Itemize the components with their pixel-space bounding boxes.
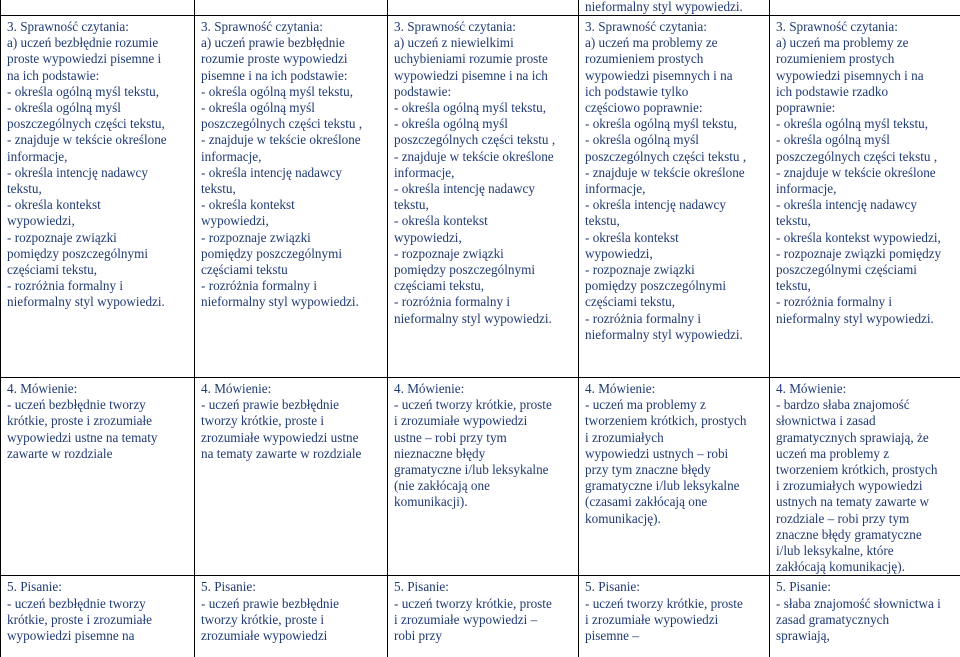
- reading-criterion-line: - określa ogólną myśl: [7, 100, 121, 116]
- writing-criterion-line: - uczeń bezbłędnie tworzy: [7, 595, 146, 611]
- speaking-criterion-line: gramatycznych sprawiają, że: [776, 429, 929, 445]
- reading-criterion-line: - określa intencję nadawcy: [201, 164, 342, 180]
- reading-criterion-line: nieformalny styl wypowiedzi.: [201, 294, 359, 310]
- speaking-criterion-line: tworzeniem krótkich, prostych: [585, 413, 747, 429]
- previous-row-fragment: [1, 0, 960, 16]
- reading-criterion-line: częściami tekstu: [201, 262, 288, 278]
- reading-criterion-line: a) uczeń bezbłędnie rozumie: [7, 35, 159, 51]
- speaking-criterion-line: i zrozumiałych wypowiedzi: [776, 478, 923, 494]
- reading-criterion-line: pomiędzy poszczególnymi: [7, 245, 148, 261]
- writing-criterion-line: sprawiają,: [776, 628, 830, 644]
- reading-criterion-line: ich podstawie tylko: [585, 83, 689, 99]
- reading-criterion-line: - rozróżnia formalny i: [7, 278, 124, 294]
- reading-criterion-line: nieformalny styl wypowiedzi.: [776, 310, 934, 326]
- previous-row-text: nieformalny styl wypowiedzi.: [585, 0, 743, 14]
- reading-criterion-line: - rozróżnia formalny i: [201, 278, 318, 294]
- speaking-criterion-line: i zrozumiałych: [585, 429, 664, 445]
- reading-criterion-line: częściami tekstu,: [585, 294, 676, 310]
- speaking-section-title: 4. Mówienie:: [776, 381, 847, 396]
- reading-criterion-line: tekstu,: [585, 213, 620, 229]
- reading-criterion-line: wypowiedzi pisemnych i na: [585, 67, 733, 83]
- reading-criterion-line: nieformalny styl wypowiedzi.: [394, 310, 552, 326]
- reading-criterion-line: - określa ogólną myśl tekstu,: [776, 116, 928, 132]
- reading-criterion-line: a) uczeń ma problemy ze: [776, 35, 909, 51]
- writing-cell: [1, 576, 195, 657]
- reading-criterion-line: tekstu,: [776, 278, 811, 294]
- speaking-criterion-line: uczeń ma problemy z: [776, 445, 890, 461]
- reading-criterion-line: pomiędzy poszczególnymi: [201, 245, 342, 261]
- writing-criterion-line: zrozumiałe wypowiedzi: [201, 628, 328, 644]
- reading-criterion-line: - określa intencję nadawcy: [776, 197, 917, 213]
- reading-criterion-line: poszczególnych części tekstu ,: [776, 148, 938, 164]
- reading-criterion-line: - rozpoznaje związki: [7, 229, 117, 245]
- speaking-section-title: 4. Mówienie:: [201, 381, 272, 396]
- reading-criterion-line: - określa intencję nadawcy: [585, 197, 726, 213]
- writing-criterion-line: - uczeń tworzy krótkie, proste: [394, 595, 552, 611]
- reading-criterion-line: częściami tekstu,: [394, 278, 485, 294]
- speaking-criterion-line: - uczeń tworzy krótkie, proste: [394, 397, 552, 413]
- reading-criterion-line: - znajduje w tekście określone: [201, 132, 361, 148]
- speaking-section-title: 4. Mówienie:: [7, 381, 78, 396]
- speaking-criterion-line: tworzeniem krótkich, prostych: [776, 462, 938, 478]
- reading-cell: [388, 16, 579, 378]
- writing-section-title: 5. Pisanie:: [394, 579, 449, 595]
- reading-criterion-line: - określa kontekst wypowiedzi,: [776, 229, 941, 245]
- writing-row: [1, 576, 960, 657]
- reading-criterion-line: - rozpoznaje związki: [201, 229, 311, 245]
- reading-criterion-line: - znajduje w tekście określone: [585, 164, 745, 180]
- writing-section-title: 5. Pisanie:: [585, 579, 640, 595]
- writing-criterion-line: tworzy krótkie, proste i: [201, 611, 325, 627]
- speaking-criterion-line: ustne – robi przy tym: [394, 429, 507, 445]
- reading-criterion-line: - określa kontekst: [585, 229, 679, 245]
- reading-criterion-line: podstawie:: [394, 83, 452, 99]
- reading-criterion-line: a) uczeń ma problemy ze: [585, 35, 718, 51]
- speaking-criterion-line: komunikacji).: [394, 494, 468, 510]
- reading-criterion-line: - określa ogólną myśl tekstu,: [585, 116, 737, 132]
- reading-criterion-line: wypowiedzi pisemne i na ich: [394, 67, 548, 83]
- writing-cell: [195, 576, 388, 657]
- speaking-criterion-line: zakłócają komunikację).: [776, 559, 905, 575]
- reading-criterion-line: poszczególnych części tekstu ,: [201, 116, 363, 132]
- speaking-cell: [195, 378, 388, 576]
- reading-criterion-line: pisemne i na ich podstawie:: [201, 67, 348, 83]
- speaking-criterion-line: (czasami zakłócają one: [585, 494, 708, 510]
- speaking-criterion-line: - uczeń prawie bezbłędnie: [201, 397, 340, 413]
- writing-criterion-line: - uczeń prawie bezbłędnie: [201, 595, 340, 611]
- writing-criterion-line: pisemne –: [585, 628, 639, 644]
- speaking-criterion-line: zrozumiałe wypowiedzi ustne: [201, 429, 359, 445]
- reading-criterion-line: częściami tekstu,: [7, 262, 98, 278]
- reading-criterion-line: - rozpoznaje związki: [394, 245, 504, 261]
- speaking-criterion-line: rozdziale – robi przy tym: [776, 510, 910, 526]
- reading-criterion-line: informacje,: [7, 148, 68, 164]
- reading-criterion-line: proste wypowiedzi pisemne i: [7, 51, 162, 67]
- speaking-criterion-line: komunikację).: [585, 510, 661, 526]
- reading-criterion-line: na ich podstawie:: [7, 67, 100, 83]
- speaking-criterion-line: - bardzo słaba znajomość: [776, 397, 910, 413]
- reading-criterion-line: - rozróżnia formalny i: [394, 294, 511, 310]
- reading-criterion-line: częściowo poprawnie:: [585, 100, 703, 116]
- reading-cell: [195, 16, 388, 378]
- writing-criterion-line: robi przy: [394, 628, 442, 644]
- reading-criterion-line: pomiędzy poszczególnymi: [585, 278, 726, 294]
- reading-criterion-line: poszczególnych części tekstu,: [7, 116, 165, 132]
- writing-section-title: 5. Pisanie:: [776, 579, 831, 595]
- speaking-criterion-line: i zrozumiałe wypowiedzi: [394, 413, 528, 429]
- reading-criterion-line: poszczególnych części tekstu ,: [394, 132, 556, 148]
- speaking-criterion-line: i/lub leksykalne, które: [776, 543, 894, 559]
- reading-criterion-line: - określa kontekst: [394, 213, 488, 229]
- reading-section-title: 3. Sprawność czytania:: [394, 19, 516, 34]
- reading-criterion-line: - określa ogólną myśl: [585, 132, 699, 148]
- reading-criterion-line: informacje,: [585, 181, 646, 197]
- speaking-criterion-line: gramatyczne i/lub leksykalne: [585, 478, 740, 494]
- reading-criterion-line: - rozróżnia formalny i: [776, 294, 893, 310]
- speaking-cell: [770, 378, 960, 576]
- reading-section-title: 3. Sprawność czytania:: [776, 19, 898, 34]
- writing-criterion-line: i zrozumiałe wypowiedzi: [585, 611, 719, 627]
- reading-criterion-line: rozumieniem prostych: [585, 51, 704, 67]
- writing-criterion-line: i zrozumiałe wypowiedzi –: [394, 611, 538, 627]
- reading-criterion-line: - określa ogólną myśl: [201, 100, 315, 116]
- reading-criterion-line: - określa ogólną myśl: [776, 132, 890, 148]
- reading-criterion-line: - określa ogólną myśl tekstu,: [7, 83, 159, 99]
- reading-criterion-line: - określa kontekst: [201, 197, 295, 213]
- speaking-criterion-line: gramatyczne i/lub leksykalne: [394, 462, 549, 478]
- speaking-row: [1, 378, 960, 576]
- speaking-criterion-line: wypowiedzi ustne na tematy: [7, 429, 158, 445]
- reading-criterion-line: rozumie proste wypowiedzi: [201, 51, 348, 67]
- writing-cell: [579, 576, 770, 657]
- speaking-criterion-line: ustnych na tematy zawarte w: [776, 494, 930, 510]
- reading-cell: [1, 16, 195, 378]
- reading-criterion-line: a) uczeń z niewielkimi: [394, 35, 514, 51]
- reading-criterion-line: ich podstawie rzadko: [776, 83, 889, 99]
- reading-criterion-line: wypowiedzi,: [394, 229, 462, 245]
- reading-criterion-line: - określa intencję nadawcy: [7, 164, 148, 180]
- reading-criterion-line: informacje,: [201, 148, 262, 164]
- reading-criterion-line: - znajduje w tekście określone: [394, 148, 554, 164]
- speaking-cell: [579, 378, 770, 576]
- reading-criterion-line: tekstu,: [201, 181, 236, 197]
- reading-criterion-line: - określa ogólną myśl tekstu,: [394, 100, 546, 116]
- reading-criterion-line: poprawnie:: [776, 100, 836, 116]
- reading-criterion-line: - rozpoznaje związki pomiędzy: [776, 245, 942, 261]
- speaking-criterion-line: wypowiedzi ustnych – robi: [585, 445, 729, 461]
- reading-section-title: 3. Sprawność czytania:: [585, 19, 707, 34]
- writing-criterion-line: wypowiedzi pisemne na: [7, 628, 135, 644]
- speaking-criterion-line: (nie zakłócają one: [394, 478, 490, 494]
- speaking-section-title: 4. Mówienie:: [394, 381, 465, 396]
- reading-criterion-line: poszczególnych części tekstu ,: [585, 148, 747, 164]
- reading-criterion-line: wypowiedzi,: [7, 213, 75, 229]
- reading-criterion-line: - rozróżnia formalny i: [585, 310, 702, 326]
- speaking-section-title: 4. Mówienie:: [585, 381, 656, 396]
- writing-section-title: 5. Pisanie:: [201, 579, 256, 595]
- speaking-criterion-line: na tematy zawarte w rozdziale: [201, 445, 362, 461]
- speaking-criterion-line: znaczne błędy gramatyczne: [776, 526, 922, 542]
- reading-criterion-line: pomiędzy poszczególnymi: [394, 262, 535, 278]
- previous-row-cell: [579, 0, 770, 16]
- reading-criterion-line: - określa intencję nadawcy: [394, 181, 535, 197]
- speaking-criterion-line: nieznaczne błędy: [394, 445, 486, 461]
- reading-cell: [770, 16, 960, 378]
- writing-cell: [388, 576, 579, 657]
- reading-criterion-line: tekstu,: [7, 181, 42, 197]
- reading-criterion-line: informacje,: [776, 181, 837, 197]
- reading-criterion-line: wypowiedzi,: [201, 213, 269, 229]
- reading-criterion-line: - określa kontekst: [7, 197, 101, 213]
- reading-criterion-line: wypowiedzi,: [585, 245, 653, 261]
- reading-criterion-line: - znajduje w tekście określone: [776, 164, 936, 180]
- writing-criterion-line: krótkie, proste i zrozumiałe: [7, 611, 153, 627]
- speaking-criterion-line: przy tym znaczne błędy: [585, 462, 711, 478]
- reading-criterion-line: informacje,: [394, 164, 455, 180]
- reading-criterion-line: - rozpoznaje związki: [585, 262, 695, 278]
- speaking-cell: [1, 378, 195, 576]
- reading-criterion-line: a) uczeń prawie bezbłędnie: [201, 35, 345, 51]
- reading-criterion-line: rozumieniem prostych: [776, 51, 895, 67]
- speaking-criterion-line: słownictwa i zasad: [776, 413, 876, 429]
- speaking-criterion-line: zawarte w rozdziale: [7, 445, 113, 461]
- reading-row: [1, 16, 960, 378]
- reading-criterion-line: - określa ogólną myśl: [394, 116, 508, 132]
- speaking-criterion-line: - uczeń bezbłędnie tworzy: [7, 397, 146, 413]
- reading-criterion-line: tekstu,: [776, 213, 811, 229]
- reading-cell: [579, 16, 770, 378]
- speaking-criterion-line: tworzy krótkie, proste i: [201, 413, 325, 429]
- reading-criterion-line: - znajduje w tekście określone: [7, 132, 167, 148]
- writing-criterion-line: - słaba znajomość słownictwa i: [776, 595, 941, 611]
- reading-section-title: 3. Sprawność czytania:: [201, 19, 323, 34]
- writing-criterion-line: - uczeń tworzy krótkie, proste: [585, 595, 743, 611]
- reading-criterion-line: nieformalny styl wypowiedzi.: [585, 326, 743, 342]
- reading-criterion-line: wypowiedzi pisemnych i na: [776, 67, 924, 83]
- speaking-criterion-line: krótkie, proste i zrozumiałe: [7, 413, 153, 429]
- reading-criterion-line: nieformalny styl wypowiedzi.: [7, 294, 165, 310]
- reading-criterion-line: poszczególnymi częściami: [776, 262, 917, 278]
- reading-criterion-line: uchybieniami rozumie proste: [394, 51, 548, 67]
- writing-cell: [770, 576, 960, 657]
- writing-criterion-line: zasad gramatycznych: [776, 611, 890, 627]
- reading-criterion-line: - określa ogólną myśl tekstu,: [201, 83, 353, 99]
- speaking-criterion-line: - uczeń ma problemy z: [585, 397, 706, 413]
- reading-section-title: 3. Sprawność czytania:: [7, 19, 129, 34]
- speaking-cell: [388, 378, 579, 576]
- reading-criterion-line: tekstu,: [394, 197, 429, 213]
- writing-section-title: 5. Pisanie:: [7, 579, 62, 595]
